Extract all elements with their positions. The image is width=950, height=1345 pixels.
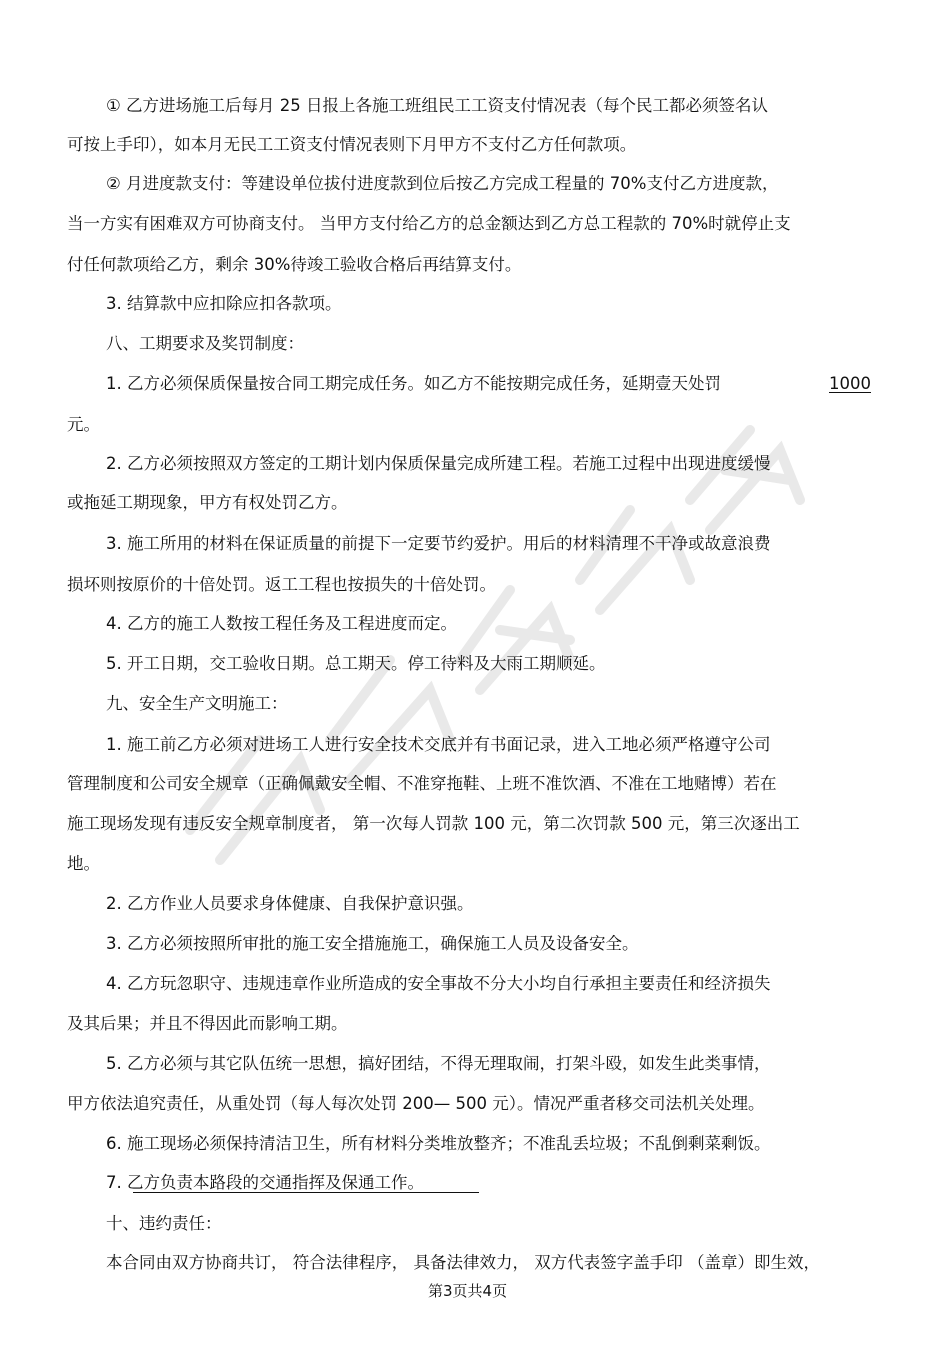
text-line: ② 月进度款支付：等建设单位拔付进度款到位后按乙方完成工程量的 70%支付乙方进度款， xyxy=(106,174,779,193)
text-line: 本合同由双方协商共订， 符合法律程序， 具备法律效力， 双方代表签字盖手印 （盖章）即生效， xyxy=(106,1253,820,1272)
section-heading: 十、违约责任： xyxy=(106,1214,222,1233)
text-line: 元。 xyxy=(67,415,100,434)
text-line: 施工现场发现有违反安全规章制度者， 第一次每人罚款 100 元，第二次罚款 500 元，第三次逐出工 xyxy=(67,814,800,833)
text-line: 5. 乙方必须与其它队伍统一思想，搞好团结，不得无理取闹，打架斗殴，如发生此类事情， xyxy=(106,1054,771,1073)
section-heading: 八、工期要求及奖罚制度： xyxy=(106,334,304,353)
text-line: 付任何款项给乙方，剩余 30%待竣工验收合格后再结算支付。 xyxy=(67,255,522,274)
text-line: 2. 乙方作业人员要求身体健康、自我保护意识强。 xyxy=(106,894,474,913)
page-number: 第3页共4页 xyxy=(428,1282,508,1300)
text-line: 或拖延工期现象，甲方有权处罚乙方。 xyxy=(67,493,348,512)
text-line: 当一方实有困难双方可协商支付。 当甲方支付给乙方的总金额达到乙方总工程款的 70%时就停止支 xyxy=(67,214,791,233)
text-line: 1. 乙方必须保质保量按合同工期完成任务。如乙方不能按期完成任务，延期壹天处罚 xyxy=(106,374,721,393)
text-line: 3. 施工所用的材料在保证质量的前提下一定要节约爱护。用后的材料清理不干净或故意浪费 xyxy=(106,534,771,553)
text-line: 4. 乙方玩忽职守、违规违章作业所造成的安全事故不分大小均自行承担主要责任和经济损失 xyxy=(106,974,771,993)
text-line: 及其后果；并且不得因此而影响工期。 xyxy=(67,1014,348,1033)
text-line: 3. 结算款中应扣除应扣各款项。 xyxy=(106,294,342,313)
text-line: 可按上手印），如本月无民工工资支付情况表则下月甲方不支付乙方任何款项。 xyxy=(67,135,637,154)
penalty-amount: 1000 xyxy=(829,374,871,393)
text-line: 2. 乙方必须按照双方签定的工期计划内保质保量完成所建工程。若施工过程中出现进度缓慢 xyxy=(106,454,771,473)
text-line: 地。 xyxy=(67,854,100,873)
underline-rule xyxy=(133,1192,479,1193)
text-line: 5. 开工日期，交工验收日期。总工期天。停工待料及大雨工期顺延。 xyxy=(106,654,606,673)
section-heading: 九、安全生产文明施工： xyxy=(106,694,288,713)
text-line: 3. 乙方必须按照所审批的施工安全措施施工，确保施工人员及设备安全。 xyxy=(106,934,639,953)
text-line: ① 乙方进场施工后每月 25 日报上各施工班组民工工资支付情况表（每个民工都必须签名认 xyxy=(106,96,769,115)
text-line: 管理制度和公司安全规章（正确佩戴安全帽、不准穿拖鞋、上班不准饮酒、不准在工地赌博）若在 xyxy=(67,774,777,793)
text-line: 甲方依法追究责任，从重处罚（每人每次处罚 200— 500 元）。情况严重者移交司法机关处理。 xyxy=(67,1094,765,1113)
text-line: 4. 乙方的施工人数按工程任务及工程进度而定。 xyxy=(106,614,457,633)
text-line: 6. 施工现场必须保持清洁卫生，所有材料分类堆放整齐；不准乱丢垃圾；不乱倒剩菜剩饭。 xyxy=(106,1134,771,1153)
text-line: 损坏则按原价的十倍处罚。返工工程也按损失的十倍处罚。 xyxy=(67,575,496,594)
watermark-stamp-icon xyxy=(150,360,850,920)
text-line: 1. 施工前乙方必须对进场工人进行安全技术交底并有书面记录，进入工地必须严格遵守公司 xyxy=(106,735,771,754)
text-line: 7. 乙方负责本路段的交通指挥及保通工作。 xyxy=(106,1173,424,1192)
